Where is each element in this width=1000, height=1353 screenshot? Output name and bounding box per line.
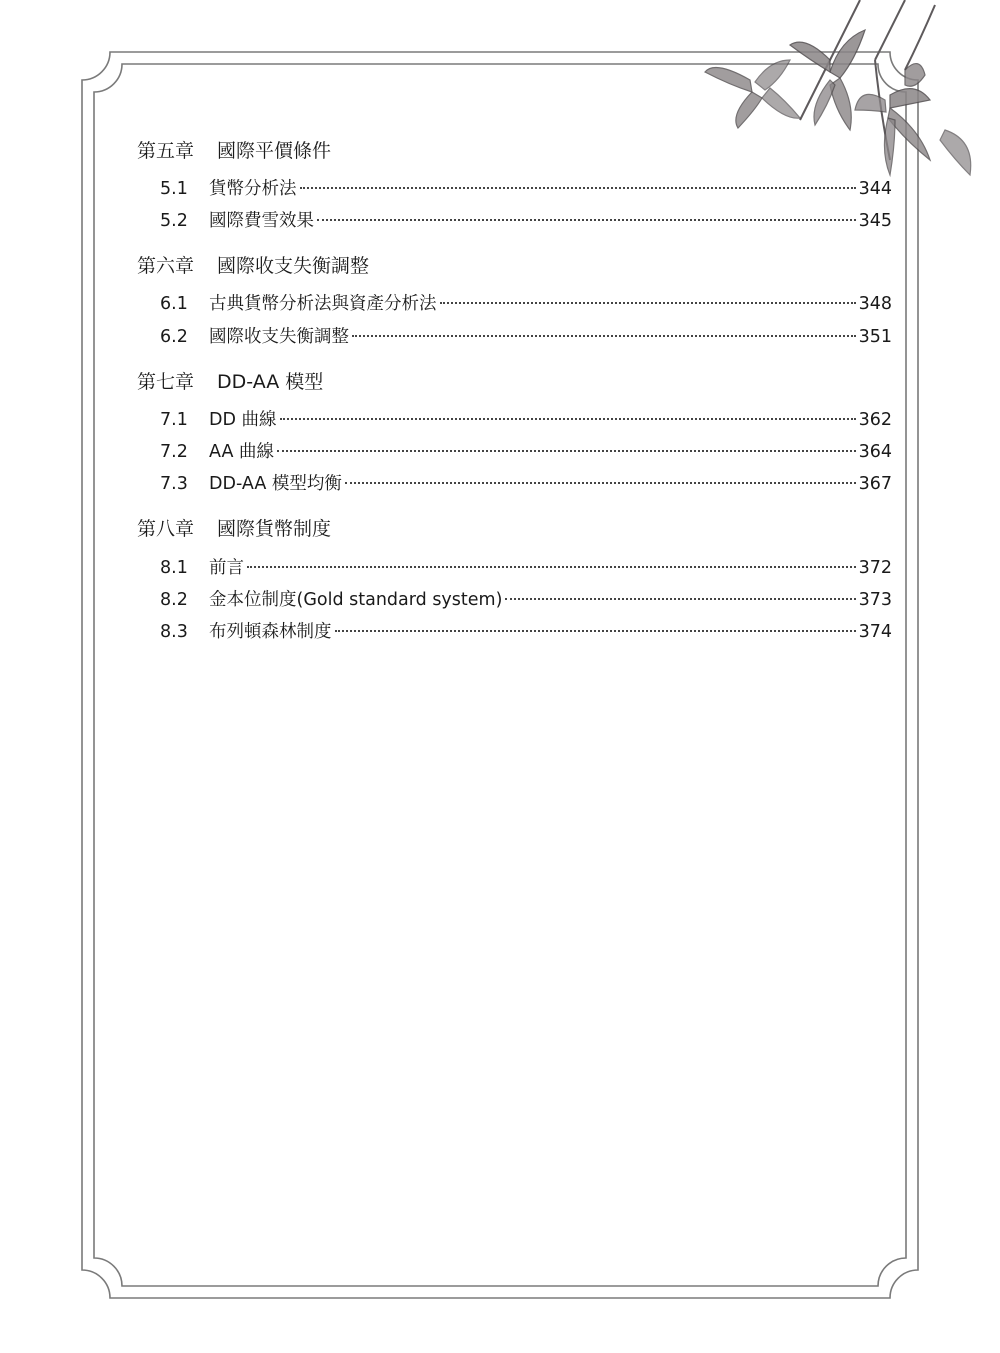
section-number: 8.2	[160, 590, 188, 610]
chapter-number: 第八章	[137, 518, 195, 540]
toc-entry[interactable]	[160, 556, 892, 580]
chapter-title: DD-AA 模型	[217, 371, 324, 393]
chapter-heading	[137, 517, 331, 541]
page-number: 344	[858, 179, 892, 199]
section-title: 國際費雪效果	[209, 211, 314, 231]
toc-entry[interactable]	[160, 292, 892, 316]
section-title: 貨幣分析法	[209, 179, 297, 199]
chapter-number: 第七章	[137, 371, 195, 393]
section-number: 7.2	[160, 442, 188, 462]
page-number: 351	[858, 327, 892, 347]
section-number: 5.1	[160, 179, 188, 199]
toc-entry[interactable]	[160, 472, 892, 496]
section-number: 7.1	[160, 410, 188, 430]
section-number: 8.1	[160, 558, 188, 578]
toc-entry[interactable]	[160, 620, 892, 644]
chapter-heading	[137, 139, 331, 163]
chapter-heading	[137, 370, 323, 394]
section-number: 7.3	[160, 474, 188, 494]
section-number: 5.2	[160, 211, 188, 231]
dot-leader	[440, 302, 856, 304]
section-title: 古典貨幣分析法與資產分析法	[209, 294, 437, 314]
section-number: 8.3	[160, 622, 188, 642]
page-number: 373	[858, 590, 892, 610]
section-title: 國際收支失衡調整	[209, 327, 349, 347]
toc-entry[interactable]	[160, 325, 892, 349]
section-title: DD 曲線	[209, 410, 277, 430]
toc-entry[interactable]	[160, 408, 892, 432]
page-number: 374	[858, 622, 892, 642]
dot-leader	[345, 482, 856, 484]
dot-leader	[300, 187, 856, 189]
chapter-number: 第六章	[137, 255, 195, 277]
chapter-title: 國際平價條件	[217, 140, 332, 162]
page-number: 372	[858, 558, 892, 578]
section-title: 前言	[209, 558, 244, 578]
page-number: 345	[858, 211, 892, 231]
section-title: DD-AA 模型均衡	[209, 474, 342, 494]
section-number: 6.1	[160, 294, 188, 314]
page-number: 367	[858, 474, 892, 494]
page-number: 348	[858, 294, 892, 314]
dot-leader	[317, 219, 856, 221]
chapter-heading	[137, 254, 369, 278]
dot-leader	[247, 566, 856, 568]
dot-leader	[277, 450, 856, 452]
page-number: 362	[858, 410, 892, 430]
toc-entry[interactable]	[160, 588, 892, 612]
toc-entry[interactable]	[160, 440, 892, 464]
chapter-title: 國際收支失衡調整	[217, 255, 370, 277]
dot-leader	[505, 598, 855, 600]
section-number: 6.2	[160, 327, 188, 347]
chapter-title: 國際貨幣制度	[217, 518, 332, 540]
page-number: 364	[858, 442, 892, 462]
chapter-number: 第五章	[137, 140, 195, 162]
dot-leader	[352, 335, 856, 337]
dot-leader	[335, 630, 856, 632]
section-title: 金本位制度(Gold standard system)	[209, 590, 503, 610]
toc-entry[interactable]	[160, 177, 892, 201]
section-title: 布列頓森林制度	[209, 622, 332, 642]
toc-entry[interactable]	[160, 209, 892, 233]
dot-leader	[280, 418, 856, 420]
section-title: AA 曲線	[209, 442, 274, 462]
